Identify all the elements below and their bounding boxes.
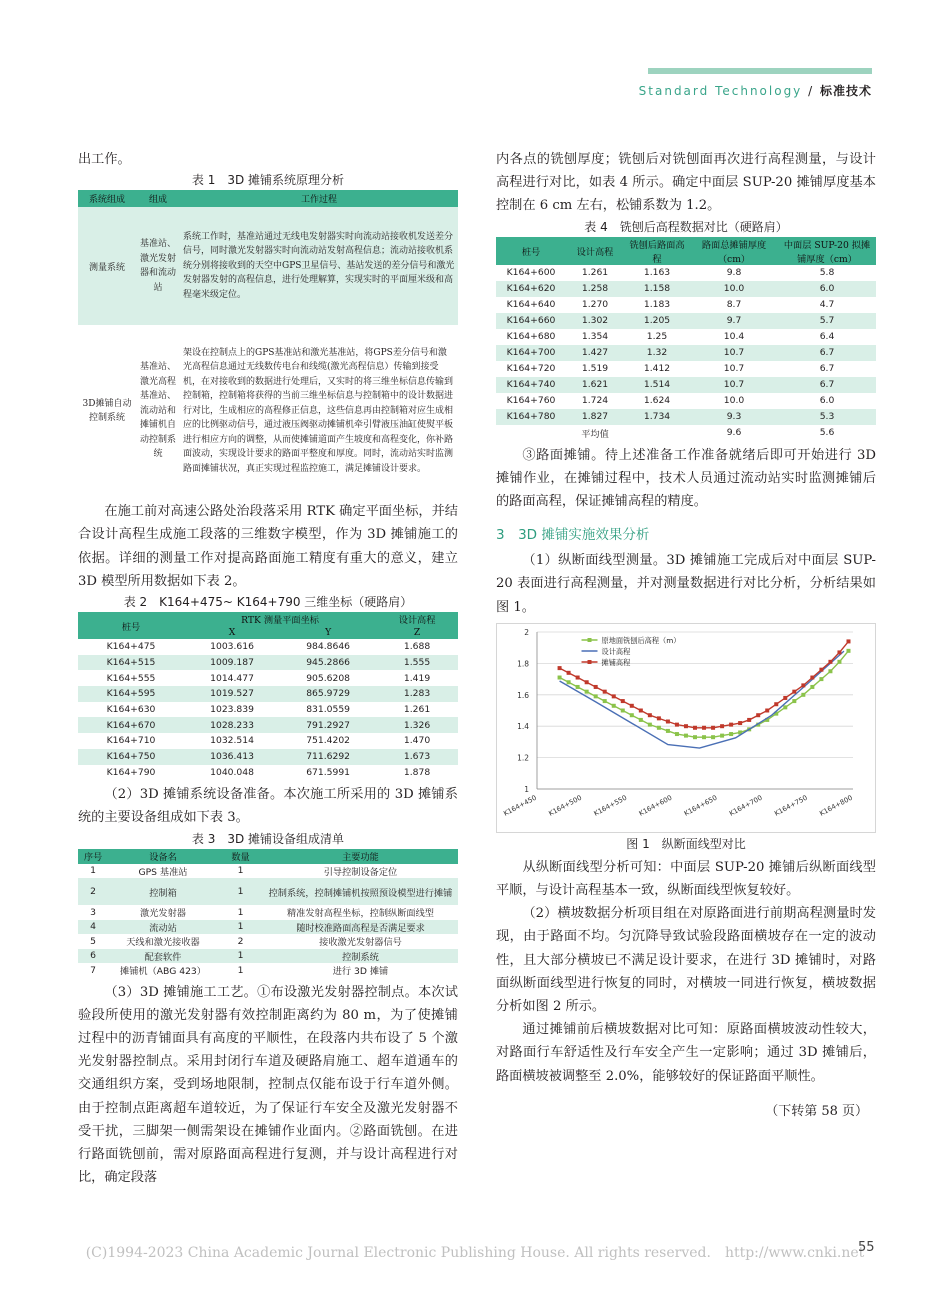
page-number: 55	[858, 1240, 875, 1255]
t4-cell: 9.7	[690, 313, 778, 329]
t3-cell: 控制箱	[108, 878, 218, 905]
data-point	[567, 680, 571, 684]
t2-cell: 1.555	[376, 655, 458, 671]
copyright-footer: (C)1994-2023 China Academic Journal Electronic Publishing House. All rights reserved. http://www.cnki.net	[85, 1245, 865, 1261]
t3-cell: 控制系统	[263, 949, 458, 964]
header-sep: /	[808, 84, 815, 98]
data-point	[612, 704, 616, 708]
t4-cell	[496, 425, 566, 441]
t2-cell: K164+595	[78, 686, 184, 702]
t4-cell: 10.7	[690, 345, 778, 361]
data-point	[729, 732, 733, 736]
data-point	[558, 675, 562, 679]
t4-cell: 6.0	[778, 393, 876, 409]
t3-cell: 1	[218, 905, 263, 920]
t2-cell: 1.878	[376, 765, 458, 781]
t2-cell: 984.8646	[280, 639, 376, 655]
table2-caption: 表 2 K164+475~ K164+790 三维坐标（硬路肩）	[123, 595, 413, 610]
table4	[496, 237, 876, 441]
t4-cell: 1.25	[624, 329, 690, 345]
t3-cell: 精准发射高程坐标，控制纵断面线型	[263, 905, 458, 920]
x-tick-label: K164+750	[773, 793, 809, 818]
t3-cell: 随时校准路面高程是否满足要求	[263, 920, 458, 935]
data-point	[819, 677, 823, 681]
t2-cell: 751.4202	[280, 733, 376, 749]
t4-cell: K164+660	[496, 313, 566, 329]
data-point	[693, 726, 697, 730]
t2-cell: K164+555	[78, 670, 184, 686]
t4-cell: 1.302	[566, 313, 624, 329]
y-tick-label: 1.4	[517, 722, 529, 732]
data-point	[792, 689, 796, 693]
y-tick-label: 1.6	[517, 690, 529, 700]
t4-cell: K164+780	[496, 409, 566, 425]
x-tick-label: K164+600	[637, 793, 674, 818]
legend-label: 摊铺高程	[601, 657, 631, 667]
paragraph: 从纵断面线型分析可知：中面层 SUP-20 摊铺后纵断面线型平顺，与设计高程基本一致，纵断面线型恢复较好。	[496, 859, 876, 899]
t2-head: Y	[280, 626, 376, 639]
t1-cell: 3D摊铺自动控制系统	[78, 325, 136, 497]
t4-row	[496, 393, 876, 409]
left-column	[78, 148, 458, 1189]
t2-row	[78, 670, 458, 686]
data-point	[612, 694, 616, 698]
data-point	[675, 732, 679, 736]
t4-row	[496, 361, 876, 377]
t2-row	[78, 749, 458, 765]
data-point	[756, 713, 760, 717]
data-point	[711, 735, 715, 739]
data-point	[621, 699, 625, 703]
t2-row	[78, 702, 458, 718]
t4-cell: 6.7	[778, 345, 876, 361]
running-header	[639, 82, 872, 99]
t4-head: 桩号	[496, 237, 566, 265]
paragraph: （1）纵断面线型测量。3D 摊铺施工完成后对中面层 SUP-20 表面进行高程测量，并对测量数据进行对比分析，分析结果如图 1。	[496, 553, 876, 615]
table4-caption: 表 4 铣刨后高程数据对比（硬路肩）	[584, 219, 788, 234]
data-point	[567, 671, 571, 675]
t4-row	[496, 409, 876, 425]
t4-cell: 1.163	[624, 265, 690, 281]
t2-row	[78, 717, 458, 733]
t4-cell	[624, 425, 690, 441]
t4-cell: 6.4	[778, 329, 876, 345]
t1-cell: 架设在控制点上的GPS基准站和激光基准站，将GPS差分信号和激光高程信息通过无线数传电台和线缆(激光高程信息）传输到接受机，在对接收到的数据进行处理后，又实时的将三维坐标信息传输到控制箱，控制箱将获得的当前三维坐标信息与控制箱中的设计数据进行对比，生成相应的高程修正信息，这些信息再由控制箱对应生成相应的比例驱动信号，通过液压阀驱动摊铺机牵引臂液压油缸使熨平板进行相应方向的调整，从而使摊铺道面产生坡度和高程变化，你补路面波动，实现设计要求的路面平整度和厚度。同时，流动站实时监测路面摊铺状况，真正实现过程监控施工，满足摊铺设计要求。	[180, 325, 458, 497]
t1-head: 工作过程	[180, 190, 458, 207]
data-point	[639, 708, 643, 712]
header-en: Standard Technology	[638, 84, 803, 98]
t4-cell: 9.6	[690, 425, 778, 441]
t3-cell: 4	[78, 920, 108, 935]
data-point	[720, 733, 724, 737]
data-point	[648, 722, 652, 726]
t3-row	[78, 949, 458, 964]
data-point	[693, 735, 697, 739]
t3-cell: GPS 基准站	[108, 864, 218, 879]
t4-head: 路面总摊铺厚度（cm）	[690, 237, 778, 265]
t4-row	[496, 329, 876, 345]
t3-cell: 3	[78, 905, 108, 920]
data-point	[711, 726, 715, 730]
data-point	[837, 660, 841, 664]
t4-cell: K164+720	[496, 361, 566, 377]
x-tick-label: K164+650	[682, 793, 719, 818]
t2-cell: K164+710	[78, 733, 184, 749]
t3-cell: 5	[78, 934, 108, 949]
data-point	[576, 685, 580, 689]
t3-cell: 引导控制设备定位	[263, 864, 458, 879]
data-point	[801, 693, 805, 697]
t4-cell: 1.32	[624, 345, 690, 361]
t4-row	[496, 297, 876, 313]
t4-cell: 10.7	[690, 361, 778, 377]
paragraph: 通过摊铺前后横坡数据对比可知：原路面横坡波动性较大，对路面行车舒适性及行车安全产生一定影响；通过 3D 摊铺后，路面横坡被调整至 2.0%，能够较好的保证路面平顺性。	[496, 1022, 876, 1084]
t2-cell: 711.6292	[280, 749, 376, 765]
data-point	[585, 689, 589, 693]
t4-cell: 10.0	[690, 393, 778, 409]
t4-cell: 1.270	[566, 297, 624, 313]
t2-cell: 865.9729	[280, 686, 376, 702]
t2-cell: 1023.839	[184, 702, 280, 718]
t3-cell: 1	[218, 920, 263, 935]
t4-cell: 1.734	[624, 409, 690, 425]
t3-cell: 1	[218, 949, 263, 964]
t2-cell: 1040.048	[184, 765, 280, 781]
t2-cell: 1.419	[376, 670, 458, 686]
data-point	[603, 689, 607, 693]
data-point	[720, 724, 724, 728]
y-tick-label: 1.8	[517, 659, 529, 669]
data-point	[585, 680, 589, 684]
t4-cell: K164+640	[496, 297, 566, 313]
data-point	[657, 726, 661, 730]
header-accent-bar	[648, 68, 872, 74]
t2-head: 设计高程	[376, 612, 458, 626]
t2-cell: 1.283	[376, 686, 458, 702]
t2-cell: 831.0559	[280, 702, 376, 718]
t3-cell: 激光发射器	[108, 905, 218, 920]
t4-cell: 10.0	[690, 281, 778, 297]
t2-head: RTK 测量平面坐标	[184, 612, 376, 626]
t4-cell: 1.158	[624, 281, 690, 297]
data-point	[675, 722, 679, 726]
t4-cell: 4.7	[778, 297, 876, 313]
t4-cell: 平均值	[566, 425, 624, 441]
chart-svg	[497, 624, 875, 832]
data-point	[765, 708, 769, 712]
t2-cell: K164+515	[78, 655, 184, 671]
t4-cell: 1.724	[566, 393, 624, 409]
t3-cell: 2	[78, 878, 108, 905]
data-point	[774, 702, 778, 706]
t3-cell: 流动站	[108, 920, 218, 935]
t2-cell: K164+475	[78, 639, 184, 655]
t2-cell: 791.2927	[280, 717, 376, 733]
t2-cell: 905.6208	[280, 670, 376, 686]
t4-cell: K164+760	[496, 393, 566, 409]
t3-row	[78, 864, 458, 879]
data-point	[792, 699, 796, 703]
t2-cell: K164+750	[78, 749, 184, 765]
t2-cell: K164+630	[78, 702, 184, 718]
header-zh: 标准技术	[819, 84, 872, 98]
t4-cell: 9.8	[690, 265, 778, 281]
x-tick-label: K164+450	[502, 793, 538, 818]
data-point	[702, 735, 706, 739]
t2-row	[78, 686, 458, 702]
t3-row	[78, 905, 458, 920]
t4-cell: K164+600	[496, 265, 566, 281]
t1-cell: 基准站、激光发射器和流动站	[136, 207, 180, 325]
t3-cell: 7	[78, 963, 108, 978]
t4-row	[496, 265, 876, 281]
data-point	[810, 675, 814, 679]
data-point	[594, 685, 598, 689]
t4-cell: 9.3	[690, 409, 778, 425]
t3-cell: 接收激光发射器信号	[263, 934, 458, 949]
paragraph: （2）横坡数据分析项目组在对原路面进行前期高程测量时发现，由于路面不均。匀沉降导致试验段路面横坡存在一定的波动性，且大部分横坡已不满足设计要求，在进行 3D 摊铺时，对路面纵断面线型进行恢复的同时，对横坡一同进行恢复，横坡数据分析如图 2 所示。	[496, 906, 876, 1015]
figure1-chart	[496, 623, 876, 833]
data-point	[828, 669, 832, 673]
t4-cell: 1.621	[566, 377, 624, 393]
t3-cell: 1	[218, 864, 263, 879]
t4-cell: 5.8	[778, 265, 876, 281]
x-tick-label: K164+700	[728, 793, 764, 818]
t2-cell: 1014.477	[184, 670, 280, 686]
t3-cell: 2	[218, 934, 263, 949]
t3-cell: 1	[78, 864, 108, 879]
data-point	[702, 726, 706, 730]
t4-cell: 5.6	[778, 425, 876, 441]
t4-head: 铣刨后路面高程	[624, 237, 690, 265]
t3-cell: 天线和激光接收器	[108, 934, 218, 949]
t2-row	[78, 733, 458, 749]
t1-cell: 测量系统	[78, 207, 136, 325]
t3-cell: 控制系统，控制摊铺机按照预设模型进行摊铺	[263, 878, 458, 905]
t4-head: 设计高程	[566, 237, 624, 265]
x-tick-label: K164+500	[547, 793, 584, 818]
data-point	[684, 733, 688, 737]
t2-row	[78, 639, 458, 655]
table3-caption: 表 3 3D 摊铺设备组成清单	[191, 831, 345, 846]
paragraph: 内各点的铣刨厚度；铣刨后对铣刨面再次进行高程测量，与设计高程进行对比，如表 4 所示。确定中面层 SUP-20 摊铺厚度基本控制在 6 cm 左右，松铺系数为 1.2。	[496, 152, 876, 214]
t2-cell: 1028.233	[184, 717, 280, 733]
right-column	[496, 148, 876, 1119]
t4-cell: 10.4	[690, 329, 778, 345]
t2-cell: 1.673	[376, 749, 458, 765]
t3-head: 设备名	[108, 849, 218, 864]
data-point	[630, 713, 634, 717]
data-point	[648, 713, 652, 717]
t2-cell: 1019.527	[184, 686, 280, 702]
legend-label: 设计高程	[601, 646, 631, 656]
t4-cell: 1.354	[566, 329, 624, 345]
y-tick-label: 1.2	[517, 753, 529, 763]
t1-head: 组成	[136, 190, 180, 207]
data-point	[558, 666, 562, 670]
t4-cell: 6.0	[778, 281, 876, 297]
t4-cell: 1.827	[566, 409, 624, 425]
data-point	[666, 719, 670, 723]
t4-cell: K164+700	[496, 345, 566, 361]
t4-cell: 6.7	[778, 377, 876, 393]
t1-cell: 系统工作时，基准站通过无线电发射器实时向流动站接收机发送差分信号，同时激光发射器实时向流动站发射高程信息；流动站接收机系统分别将接收到的天空中GPS卫星信号、基站发送的差分信号和激光发射器发射的高程信息，进行处理解算，实现实时的平面厘米级和高程毫米级定位。	[180, 207, 458, 325]
t2-cell: 1.470	[376, 733, 458, 749]
table2	[78, 612, 458, 780]
table1-caption: 表 1 3D 摊铺系统原理分析	[191, 173, 345, 188]
t1-head: 系统组成	[78, 190, 136, 207]
data-point	[846, 639, 850, 643]
t3-row	[78, 934, 458, 949]
t4-cell: 5.7	[778, 313, 876, 329]
data-point	[747, 718, 751, 722]
data-point	[819, 668, 823, 672]
t2-cell: K164+670	[78, 717, 184, 733]
t4-row	[496, 377, 876, 393]
continued-note: （下转第 58 页）	[765, 1103, 868, 1119]
data-point	[657, 716, 661, 720]
paragraph: 在施工前对高速公路处治段落采用 RTK 确定平面坐标，并结合设计高程生成施工段落的三维数字模型，作为 3D 摊铺施工的依据。详细的测量工作对提高路面施工精度有重大的意义，建立 3D 模型所用数据如下表 2。	[78, 504, 458, 589]
data-point	[837, 650, 841, 654]
data-point	[729, 722, 733, 726]
t2-cell: 1.261	[376, 702, 458, 718]
t4-row	[496, 425, 876, 441]
figure1-caption: 图 1 纵断面线型对比	[626, 836, 746, 851]
x-tick-label: K164+550	[592, 793, 629, 818]
paragraph: ③路面摊铺。待上述准备工作准备就绪后即可开始进行 3D 摊铺作业，在摊铺过程中，技术人员通过流动站实时监测摊铺后的路面高程，保证摊铺高程的精度。	[496, 447, 876, 510]
t3-cell: 1	[218, 963, 263, 978]
t3-head: 主要功能	[263, 849, 458, 864]
t3-cell: 摊铺机（ABG 423）	[108, 963, 218, 978]
t4-cell: 1.514	[624, 377, 690, 393]
data-point	[783, 696, 787, 700]
t2-cell: 945.2866	[280, 655, 376, 671]
t4-cell: 1.183	[624, 297, 690, 313]
t2-cell: 671.5991	[280, 765, 376, 781]
data-point	[603, 699, 607, 703]
t2-row	[78, 765, 458, 781]
data-point	[846, 649, 850, 653]
t4-cell: 10.7	[690, 377, 778, 393]
t3-cell: 6	[78, 949, 108, 964]
t4-cell: 1.519	[566, 361, 624, 377]
legend-marker	[588, 638, 592, 642]
t3-row	[78, 963, 458, 978]
t3-head: 数量	[218, 849, 263, 864]
t2-head: Z	[376, 626, 458, 639]
paragraph: （3）3D 摊铺施工工艺。①布设激光发射器控制点。本次试验段所使用的激光发射器有效控制距离约为 80 m，为了使摊铺过程中的沥青铺面具有高度的平顺性，在段落内共布设了 5 个激光发射器控制点。采用封闭行车道及硬路肩施工、超车道通车的交通组织方案，受到场地限制，控制点仅能布设于行车道外侧。由于控制点距离超车道较近，为了保证行车安全及激光发射器不受干扰，三脚架一侧需架设在摊铺作业面内。②路面铣刨。在进行路面铣刨前，需对原路面高程进行复测，并与设计高程进行对比，确定段落	[78, 984, 458, 1186]
t2-head: 桩号	[78, 612, 184, 639]
t2-cell: 1036.413	[184, 749, 280, 765]
t4-row	[496, 281, 876, 297]
t4-cell: 8.7	[690, 297, 778, 313]
data-point	[738, 721, 742, 725]
data-point	[576, 675, 580, 679]
x-tick-label: K164+800	[818, 793, 854, 818]
legend-marker	[588, 660, 592, 664]
t2-head: X	[184, 626, 280, 639]
table3	[78, 849, 458, 978]
t4-row	[496, 313, 876, 329]
paragraph: 出工作。	[78, 152, 131, 167]
paragraph: （2）3D 摊铺系统设备准备。本次施工所采用的 3D 摊铺系统的主要设备组成如下表 3。	[78, 787, 458, 826]
data-point	[666, 729, 670, 733]
t3-cell: 进行 3D 摊铺	[263, 963, 458, 978]
t4-cell: 1.261	[566, 265, 624, 281]
t4-cell: 5.3	[778, 409, 876, 425]
t4-cell: 1.205	[624, 313, 690, 329]
t3-cell: 配套软件	[108, 949, 218, 964]
table1	[78, 190, 458, 497]
t4-cell: 1.412	[624, 361, 690, 377]
data-point	[810, 685, 814, 689]
data-point	[783, 705, 787, 709]
t4-cell: K164+620	[496, 281, 566, 297]
t2-cell: 1003.616	[184, 639, 280, 655]
data-point	[630, 704, 634, 708]
t4-head: 中面层 SUP-20 拟摊铺厚度（cm）	[778, 237, 876, 265]
t4-cell: 1.258	[566, 281, 624, 297]
t2-cell: 1.326	[376, 717, 458, 733]
t4-cell: K164+680	[496, 329, 566, 345]
t2-row	[78, 655, 458, 671]
t4-cell: K164+740	[496, 377, 566, 393]
data-point	[828, 660, 832, 664]
data-point	[801, 683, 805, 687]
section-heading: 3 3D 摊铺实施效果分析	[496, 527, 650, 544]
t2-cell: 1.688	[376, 639, 458, 655]
t3-row	[78, 878, 458, 905]
legend-label: 原地面铣刨后高程（m）	[601, 635, 681, 645]
y-tick-label: 1	[524, 784, 529, 794]
data-point	[639, 718, 643, 722]
t2-cell: 1009.187	[184, 655, 280, 671]
data-point	[594, 694, 598, 698]
t1-cell: 基准站、激光高程基准站、流动站和摊铺机自动控制系统	[136, 325, 180, 497]
t4-cell: 1.624	[624, 393, 690, 409]
t4-cell: 1.427	[566, 345, 624, 361]
t2-cell: K164+790	[78, 765, 184, 781]
data-point	[621, 708, 625, 712]
t2-cell: 1032.514	[184, 733, 280, 749]
y-tick-label: 2	[524, 627, 529, 637]
t4-row	[496, 345, 876, 361]
t3-row	[78, 920, 458, 935]
data-point	[684, 724, 688, 728]
t3-head: 序号	[78, 849, 108, 864]
t3-cell: 1	[218, 878, 263, 905]
t4-cell: 6.7	[778, 361, 876, 377]
